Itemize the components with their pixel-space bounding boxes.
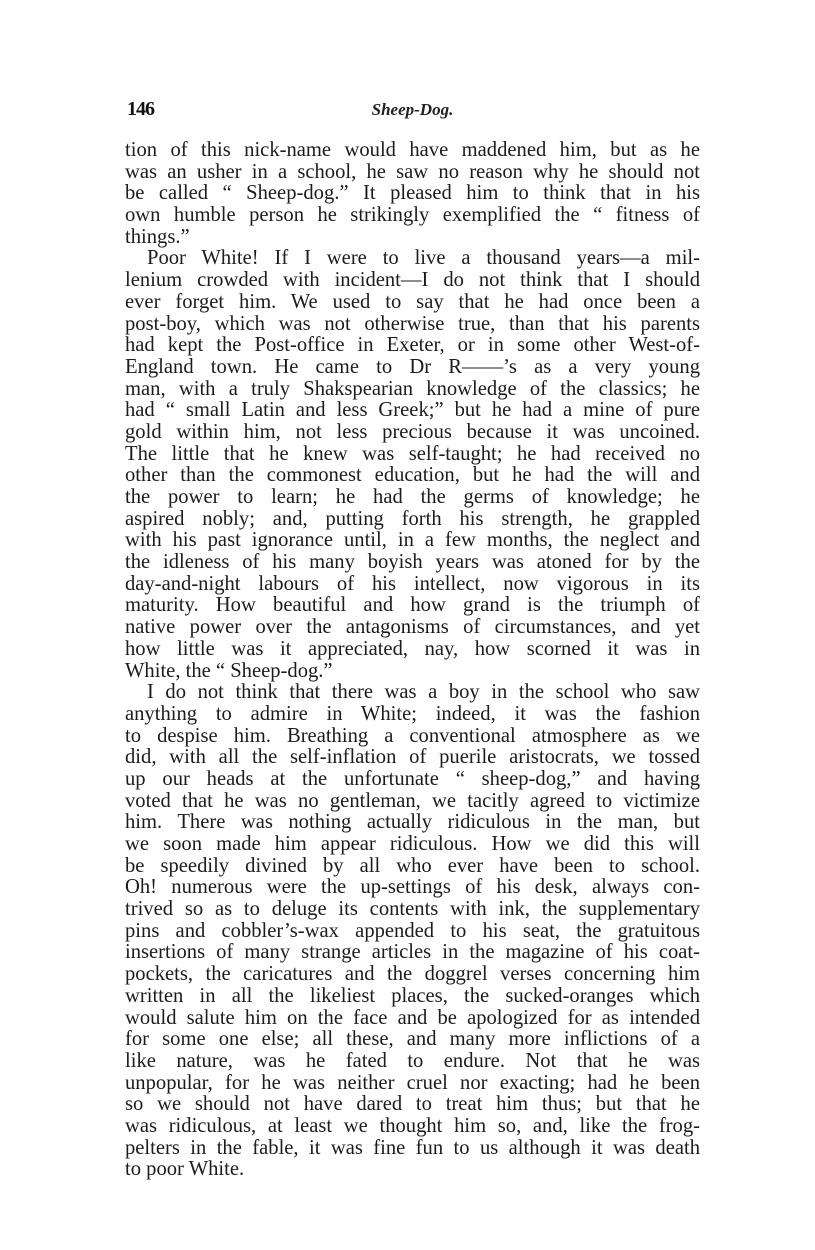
body-text <box>125 140 700 1181</box>
text-line: post-boy, which was not otherwise true, than that his parents <box>125 312 700 335</box>
text-line: we soon made him appear ridiculous. How we did this will <box>125 833 700 855</box>
text-line: be speedily divined by all who ever have been to school. <box>125 854 700 877</box>
text-line: aspired nobly; and, putting forth his strength, he grappled <box>125 507 700 530</box>
text-line: Poor White! If I were to live a thousand years—a mil- <box>147 247 700 270</box>
text-line: day-and-night labours of his intellect, now vigorous in its <box>125 572 700 595</box>
text-line: be called “ Sheep-dog.” It pleased him to think that in his <box>125 182 700 205</box>
text-line: trived so as to deluge its contents with ink, the supplementary <box>125 898 700 921</box>
text-line: for some one else; all these, and many more inflictions of a <box>125 1028 700 1051</box>
paragraph <box>125 248 700 682</box>
text-line: was ridiculous, at least we thought him so, and, like the frog- <box>125 1114 700 1137</box>
text-line: the power to learn; he had the germs of knowledge; he <box>125 486 700 508</box>
text-line: own humble person he strikingly exemplified the “ fitness of <box>125 204 700 227</box>
text-line: England town. He came to Dr R——’s as a very young <box>125 355 700 378</box>
text-line: pelters in the fable, it was fine fun to us although it was death <box>125 1136 700 1159</box>
running-head <box>125 98 700 122</box>
page-number: 146 <box>127 98 154 120</box>
text-line: gold within him, not less precious because it was uncoined. <box>125 420 700 443</box>
text-line: up our heads at the unfortunate “ sheep-dog,” and having <box>125 767 700 790</box>
text-line: with his past ignorance until, in a few months, the neglect and <box>125 529 700 552</box>
text-line: had kept the Post-office in Exeter, or in some other West-of- <box>125 334 700 357</box>
text-line: written in all the likeliest places, the sucked-oranges which <box>125 984 700 1007</box>
text-line: was an usher in a school, he saw no reason why he should not <box>125 160 700 183</box>
text-line: Oh! numerous were the up-settings of his desk, always con- <box>125 876 700 899</box>
text-line: pins and cobbler’s-wax appended to his seat, the gratuitous <box>125 919 700 942</box>
text-line: pockets, the caricatures and the doggrel verses concerning him <box>125 963 700 986</box>
text-line: did, with all the self-inflation of puerile aristocrats, we tossed <box>125 746 700 769</box>
text-line: how little was it appreciated, nay, how scorned it was in <box>125 637 700 660</box>
running-title: Sheep-Dog. <box>371 100 454 119</box>
text-line: maturity. How beautiful and how grand is the triumph of <box>125 594 700 617</box>
text-line: to poor White. <box>125 1158 245 1181</box>
text-line: other than the commonest education, but he had the will and <box>125 464 700 487</box>
text-line: man, with a truly Shakspearian knowledge of the classics; he <box>125 377 700 400</box>
text-line: insertions of many strange articles in the magazine of his coat- <box>125 941 700 964</box>
text-line: The little that he knew was self-taught; he had received no <box>125 442 700 465</box>
text-line: unpopular, for he was neither cruel nor exacting; had he been <box>125 1071 700 1094</box>
text-line: would salute him on the face and be apologized for as intended <box>125 1006 700 1029</box>
text-line: so we should not have dared to treat him thus; but that he <box>125 1093 700 1116</box>
text-line: White, the “ Sheep-dog.” <box>125 659 333 682</box>
text-line: anything to admire in White; indeed, it was the fashion <box>125 702 700 725</box>
text-line: I do not think that there was a boy in the school who saw <box>147 681 700 704</box>
text-line: things.” <box>125 225 190 248</box>
text-line: like nature, was he fated to endure. Not that he was <box>125 1049 700 1072</box>
text-line: tion of this nick-name would have maddened him, but as he <box>125 139 700 161</box>
text-line: native power over the antagonisms of circumstances, and yet <box>125 616 700 639</box>
text-line: lenium crowded with incident—I do not think that I should <box>125 269 700 292</box>
text-line: voted that he was no gentleman, we tacitly agreed to victimize <box>125 789 700 812</box>
text-line: the idleness of his many boyish years was atoned for by the <box>125 551 700 574</box>
paragraph <box>125 682 700 1181</box>
text-line: ever forget him. We used to say that he had once been a <box>125 290 700 313</box>
text-line: to despise him. Breathing a conventional atmosphere as we <box>125 724 700 747</box>
paragraph <box>125 140 700 248</box>
text-line: him. There was nothing actually ridiculous in the man, but <box>125 811 700 834</box>
text-line: had “ small Latin and less Greek;” but he had a mine of pure <box>125 399 700 422</box>
